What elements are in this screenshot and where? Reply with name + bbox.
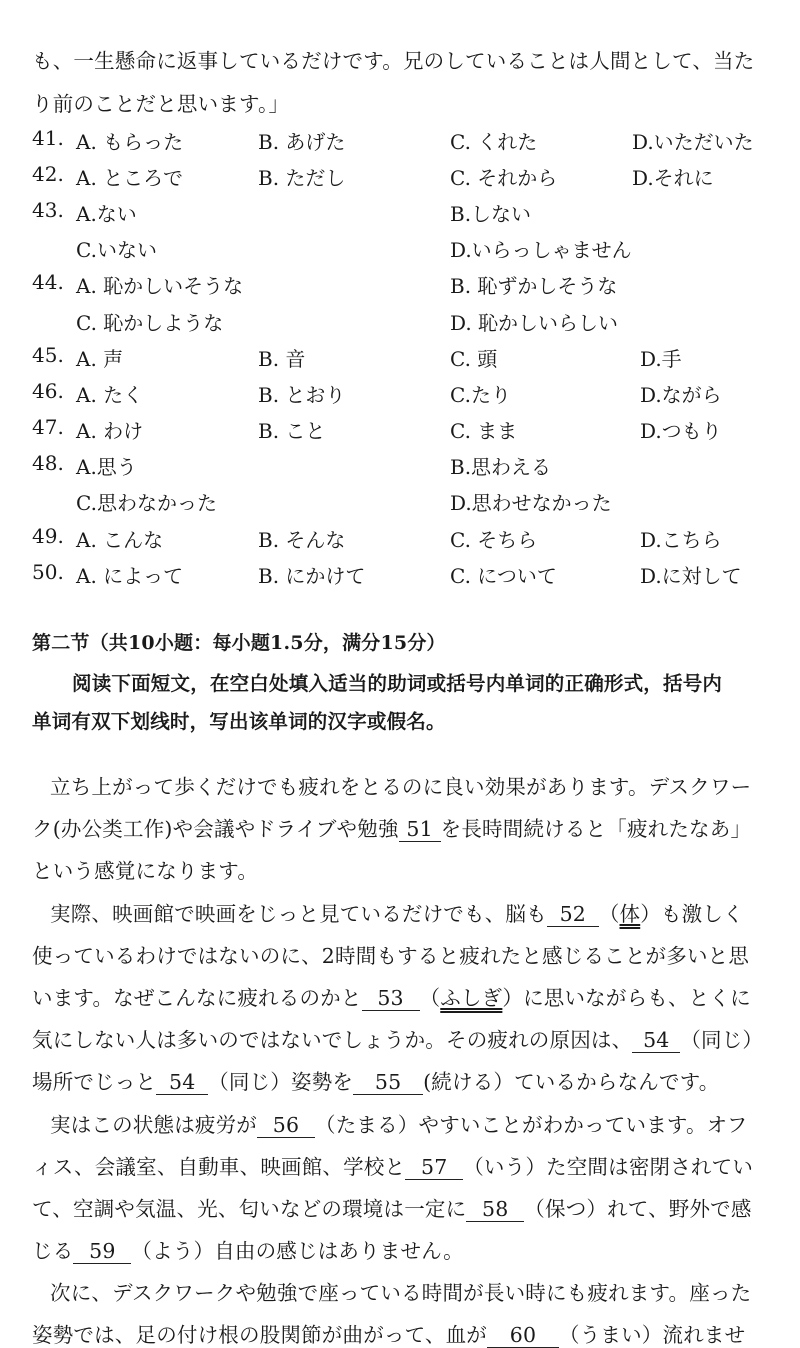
question-number: 46. bbox=[32, 379, 64, 403]
option-a: A.思う bbox=[76, 455, 137, 479]
option-a: A. もらった bbox=[76, 130, 184, 154]
option-b: B.思わえる bbox=[450, 455, 552, 479]
section-title: 第二节（共10小题：每小题1.5分，满分15分） bbox=[32, 632, 446, 654]
option-c: C. について bbox=[450, 564, 557, 588]
blank-55: 55 bbox=[353, 1072, 423, 1095]
option-b: B. にかけて bbox=[258, 564, 366, 588]
passage-line: ク(办公类工作)や会議やドライブや勉強 51 を長時間続けると「疲れたなあ」 bbox=[32, 817, 752, 841]
option-c: C.たり bbox=[450, 383, 511, 407]
option-a: A. 恥かしいそうな bbox=[76, 274, 244, 298]
question-number: 42. bbox=[32, 162, 64, 186]
blank-60: 60 bbox=[487, 1325, 559, 1348]
passage-line: 実はこの状態は疲労が 56 （たまる）やすいことがわかっています。オフ bbox=[50, 1113, 748, 1137]
option-c: C. 頭 bbox=[450, 347, 498, 371]
blank-59: 59 bbox=[73, 1241, 131, 1264]
section-instruction: 阅读下面短文，在空白处填入适当的助词或括号内单词的正确形式，括号内 bbox=[72, 672, 723, 695]
option-a: A. によって bbox=[76, 564, 184, 588]
option-c: C.いない bbox=[76, 238, 157, 262]
question-number: 41. bbox=[32, 126, 64, 150]
blank-54: 54 bbox=[632, 1030, 680, 1053]
question-number: 44. bbox=[32, 270, 64, 294]
blank-58: 58 bbox=[466, 1199, 524, 1222]
option-b: B. 音 bbox=[258, 347, 306, 371]
question-number: 43. bbox=[32, 198, 64, 222]
option-a: A. こんな bbox=[76, 528, 164, 552]
passage-line: 次に、デスクワークや勉強で座っている時間が長い時にも疲れます。座った bbox=[50, 1281, 752, 1305]
option-b: B. そんな bbox=[258, 528, 346, 552]
option-d: D.いらっしゃません bbox=[450, 238, 632, 262]
passage-line: 姿勢では、足の付け根の股関節が曲がって、血が 60 （うまい）流れませ bbox=[32, 1323, 746, 1347]
question-number: 47. bbox=[32, 415, 64, 439]
option-b: B. ただし bbox=[258, 166, 346, 190]
option-d: D.ながら bbox=[640, 383, 722, 407]
question-number: 50. bbox=[32, 560, 64, 584]
option-d: D.に対して bbox=[640, 564, 742, 588]
option-c: C. それから bbox=[450, 166, 558, 190]
option-a: A. たく bbox=[76, 383, 144, 407]
option-b: B. あげた bbox=[258, 130, 346, 154]
option-d: D.こちら bbox=[640, 528, 722, 552]
double-underlined-word: ふしぎ bbox=[440, 986, 503, 1010]
blank-53: 53 bbox=[362, 988, 420, 1011]
option-c: C. まま bbox=[450, 419, 518, 443]
intro-line-1: も、一生懸命に返事しているだけです。兄のしていることは人間として、当た bbox=[32, 49, 755, 73]
passage-line: じる 59 （よう）自由の感じはありません。 bbox=[32, 1239, 464, 1263]
option-d: D.思わせなかった bbox=[450, 491, 612, 515]
blank-52: 52 bbox=[547, 904, 599, 927]
section-instruction: 单词有双下划线时，写出该单词的汉字或假名。 bbox=[32, 710, 446, 733]
passage-line: て、空調や気温、光、匂いなどの環境は一定に 58 （保つ）れて、野外で感 bbox=[32, 1197, 752, 1221]
option-a: A. わけ bbox=[76, 419, 144, 443]
option-a: A. ところで bbox=[76, 166, 183, 190]
passage-line: います。なぜこんなに疲れるのかと 53 （ふしぎ）に思いながらも、とくに bbox=[32, 986, 751, 1010]
intro-line-2: り前のことだと思います。」 bbox=[32, 92, 290, 116]
passage-line: ィス、会議室、自動車、映画館、学校と 57 （いう）た空間は密閉されてい bbox=[32, 1155, 754, 1179]
double-underlined-word: 体 bbox=[619, 902, 641, 926]
option-b: B. 恥ずかしそうな bbox=[450, 274, 618, 298]
option-d: D.それに bbox=[632, 166, 714, 190]
blank-51: 51 bbox=[399, 819, 441, 842]
option-d: D.いただいた bbox=[632, 130, 754, 154]
option-c: C. 恥かしような bbox=[76, 311, 224, 335]
option-c: C. くれた bbox=[450, 130, 538, 154]
option-a: A.ない bbox=[76, 202, 137, 226]
option-b: B. とおり bbox=[258, 383, 346, 407]
passage-line: 場所でじっと 54 （同じ）姿勢を 55 (続ける）ているからなんです。 bbox=[32, 1070, 720, 1094]
blank-56: 56 bbox=[257, 1115, 315, 1138]
option-c: C.思わなかった bbox=[76, 491, 217, 515]
question-number: 48. bbox=[32, 451, 64, 475]
blank-54: 54 bbox=[156, 1072, 208, 1095]
question-number: 49. bbox=[32, 524, 64, 548]
option-b: B.しない bbox=[450, 202, 532, 226]
question-number: 45. bbox=[32, 343, 64, 367]
passage-line: という感覚になります。 bbox=[32, 859, 259, 883]
option-b: B. こと bbox=[258, 419, 326, 443]
blank-57: 57 bbox=[405, 1157, 463, 1180]
option-c: C. そちら bbox=[450, 528, 538, 552]
passage-line: 立ち上がって歩くだけでも疲れをとるのに良い効果があります。デスクワー bbox=[50, 775, 752, 799]
passage-line: 使っているわけではないのに、2時間もすると疲れたと感じることが多いと思 bbox=[32, 944, 750, 968]
option-d: D.つもり bbox=[640, 419, 722, 443]
passage-line: 実際、映画館で映画をじっと見ているだけでも、脳も 52 （体）も激しく bbox=[50, 902, 744, 926]
option-d: D.手 bbox=[640, 347, 682, 371]
option-d: D. 恥かしいらしい bbox=[450, 311, 619, 335]
passage-line: 気にしない人は多いのではないでしょうか。その疲れの原因は、 54 （同じ） bbox=[32, 1028, 764, 1052]
option-a: A. 声 bbox=[76, 347, 124, 371]
